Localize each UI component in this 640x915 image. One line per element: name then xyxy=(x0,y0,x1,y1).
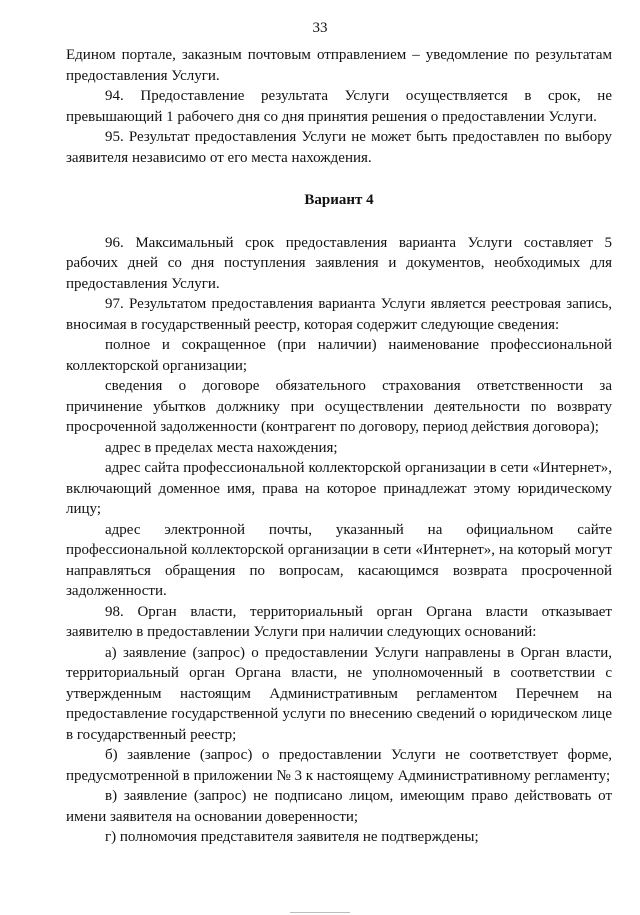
paragraph-96: 96. Максимальный срок предоставления варианта Услуги составляет 5 рабочих дней со дня поступления заявления и документов, необходимых для предоставления Услуги. xyxy=(66,234,612,292)
list-item-name: полное и сокращенное (при наличии) наименование профессиональной коллекторской организации; xyxy=(66,337,612,374)
list-item-v: в) заявление (запрос) не подписано лицом, имеющим право действовать от имени заявителя на основании доверенности; xyxy=(66,788,612,825)
list-item-email: адрес электронной почты, указанный на официальном сайте профессиональной коллекторской организации в сети «Интернет», на который могут направляться обращения по вопросам, касающимся возврата просроченной задолженности. xyxy=(66,521,612,599)
list-item-website: адрес сайта профессиональной коллекторской организации в сети «Интернет», включающий доменное имя, права на которое принадлежат этому юридическому лицу; xyxy=(66,460,612,517)
paragraph-95: 95. Результат предоставления Услуги не может быть предоставлен по выбору заявителя независимо от его места нахождения. xyxy=(66,129,612,166)
scan-edge-mark xyxy=(290,912,350,913)
paragraph-94: 94. Предоставление результата Услуги осуществляется в срок, не превышающий 1 рабочего дня со дня принятия решения о предоставлении Услуги. xyxy=(66,88,612,125)
list-item-insurance: сведения о договоре обязательного страхования ответственности за причинение убытков должнику при осуществлении деятельности по возврату просроченной задолженности (контрагент по договору, период действия договора); xyxy=(66,378,612,435)
list-item-b: б) заявление (запрос) о предоставлении Услуги не соответствует форме, предусмотренной в приложении № 3 к настоящему Административному регламенту; xyxy=(66,747,612,784)
list-item-a: а) заявление (запрос) о предоставлении Услуги направлены в Орган власти, территориальный орган Органа власти, не уполномоченный в соответствии с утвержденным настоящим Административным регламентом Перечнем на предоставление государственной услуги по внесению сведений о юридическом лице в государственный реестр; xyxy=(66,644,612,743)
page-number: 33 xyxy=(312,20,328,36)
paragraph-97: 97. Результатом предоставления варианта Услуги является реестровая запись, вносимая в государственный реестр, которая содержит следующие сведения: xyxy=(66,296,612,333)
paragraph-98: 98. Орган власти, территориальный орган Органа власти отказывает заявителю в предоставлении Услуги при наличии следующих оснований: xyxy=(66,603,612,640)
list-item-address: адрес в пределах места нахождения; xyxy=(105,439,338,456)
list-item-g: г) полномочия представителя заявителя не подтверждены; xyxy=(105,829,479,845)
paragraph-continuation: Едином портале, заказным почтовым отправлением – уведомление по результатам предоставления Услуги. xyxy=(66,47,612,84)
section-heading: Вариант 4 xyxy=(304,192,374,208)
document-body xyxy=(66,45,612,848)
